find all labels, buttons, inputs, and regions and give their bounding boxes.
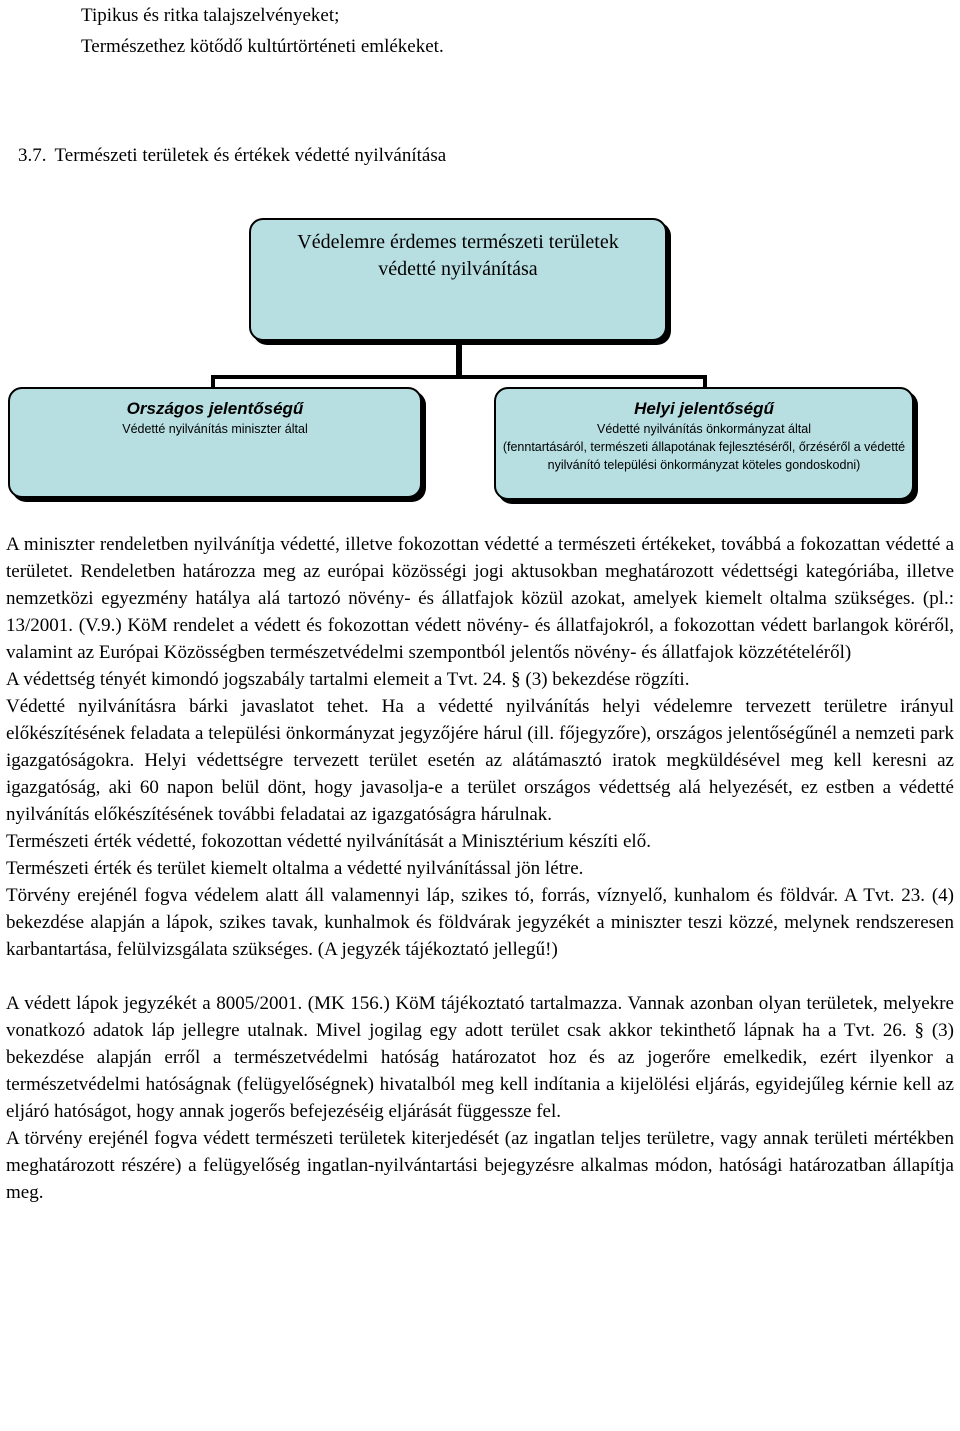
paragraph: Törvény erejénél fogva védelem alatt áll valamennyi láp, szikes tó, forrás, víznyelő, kunhalom és földvár. A Tvt. 23. (4) bekezdése alapján a lápok, szikes tavak, kunhalmok és földvárak jegyzékét a miniszter teszi közzé, melynek rendszeresen karbantartása, felülvizsgálata szükséges. (A jegyzék tájékoztató jellegű!): [6, 885, 954, 960]
body-text: [6, 531, 954, 1206]
local-box-title: Helyi jelentőségű: [634, 399, 774, 418]
national-box-subtitle: Védetté nyilvánítás miniszter által: [122, 422, 308, 436]
national-box-title: Országos jelentőségű: [126, 399, 304, 418]
diagram-connector-vertical-top: [456, 341, 462, 378]
diagram-national-box: [8, 387, 422, 498]
section-number: 3.7.: [18, 145, 47, 166]
diagram-local-box: [494, 387, 914, 500]
diagram-root-box: [249, 218, 667, 341]
paragraph: Védetté nyilvánításra bárki javaslatot tehet. Ha a védetté nyilvánítás helyi védelemre tervezett területre irányul előkészítésének feladata a települési önkormányzat jegyzőjére hárul (ill. főjegyzőre), országos jelentőségűnél a nemzeti park igazgatóságokra. Helyi védettségre tervezett terület esetén az alátámasztó iratok megküldésével meg kell keresni az igazgatóság, aki 60 napon belül dönt, hogy javasolja-e a terület országos védettség alá helyezését, ez estben a védetté nyilvánítás előkészítésének további feladatai az igazgatóságra hárulnak.: [6, 696, 954, 825]
paragraph: A védettség tényét kimondó jogszabály tartalmi elemeit a Tvt. 24. § (3) bekezdése rögzíti.: [6, 669, 690, 690]
paragraph: Természeti érték védetté, fokozottan védetté nyilvánítását a Minisztérium készíti elő.: [6, 831, 651, 852]
paragraph-spacer: [6, 963, 954, 990]
local-box-line-2: (fenntartásáról, természeti állapotának fejlesztéséről, őrzéséről a védetté nyilvánító települési önkormányzat köteles gondoskodni): [502, 440, 906, 472]
paragraph: Természeti érték és terület kiemelt oltalma a védetté nyilvánítással jön létre.: [6, 858, 584, 879]
paragraph: A törvény erejénél fogva védett természeti területek kiterjedését (az ingatlan teljes területre, vagy annak területi mértékben meghatározott részére) a felügyelőség ingatlan-nyilvántartási bejegyzésre alkalmas módon, hatósági határozatban állapítja meg.: [6, 1128, 954, 1203]
paragraph: A védett lápok jegyzékét a 8005/2001. (MK 156.) KöM tájékoztató tartalmazza. Vannak azonban olyan területek, melyekre vonatkozó adatok láp jellegre utalnak. Mivel jogilag egy adott terület csak akkor tekinthető lápnak ha a Tvt. 26. § (3) bekezdése alapján erről a természetvédelmi hatóság határozatot hoz és az jogerőre emelkedik, ezért ilyenkor a természetvédelmi hatóságnak (felügyelőségnek) hivatalból meg kell indítania a kijelölési eljárás, egyidejűleg kérnie kell az eljáró hatóságot, hogy annak jogerős befejezéséig eljárását függessze fel.: [6, 993, 954, 1122]
local-box-line-1: Védetté nyilvánítás önkormányzat által: [596, 422, 811, 436]
diagram-root-line-2: védetté nyilvánítása: [378, 258, 538, 280]
paragraph: A miniszter rendeletben nyilvánítja védetté, illetve fokozottan védetté a természeti értékeket, továbbá a fokozattan védetté a területet. Rendeletben határozza meg az európai közösségi jogi aktusokban meghatározott védettségi kategóriába, illetve nemzetközi egyezmény hatálya alá tartozó növény- és állatfajok közül azokat, amelyek kiemelt oltalma szükséges. (pl.: 13/2001. (V.9.) KöM rendelet a védett és fokozottan védett növény- és állatfajokról, a fokozottan védett barlangok köréről, valamint az Európai Közösségben természetvédelmi szempontból jelentős növény- és állatfajok közzétételéről): [6, 534, 954, 663]
section-heading: [18, 143, 446, 169]
intro-line-1: Tipikus és ritka talajszelvényeket;: [81, 5, 340, 26]
intro-line-2: Természethez kötődő kultúrtörténeti emlékeket.: [81, 36, 444, 57]
intro-list: [81, 0, 444, 62]
section-title: Természeti területek és értékek védetté nyilvánítása: [54, 145, 447, 166]
diagram-root-line-1: Védelemre érdemes természeti területek: [297, 231, 619, 253]
diagram-connector-horizontal: [211, 375, 707, 379]
